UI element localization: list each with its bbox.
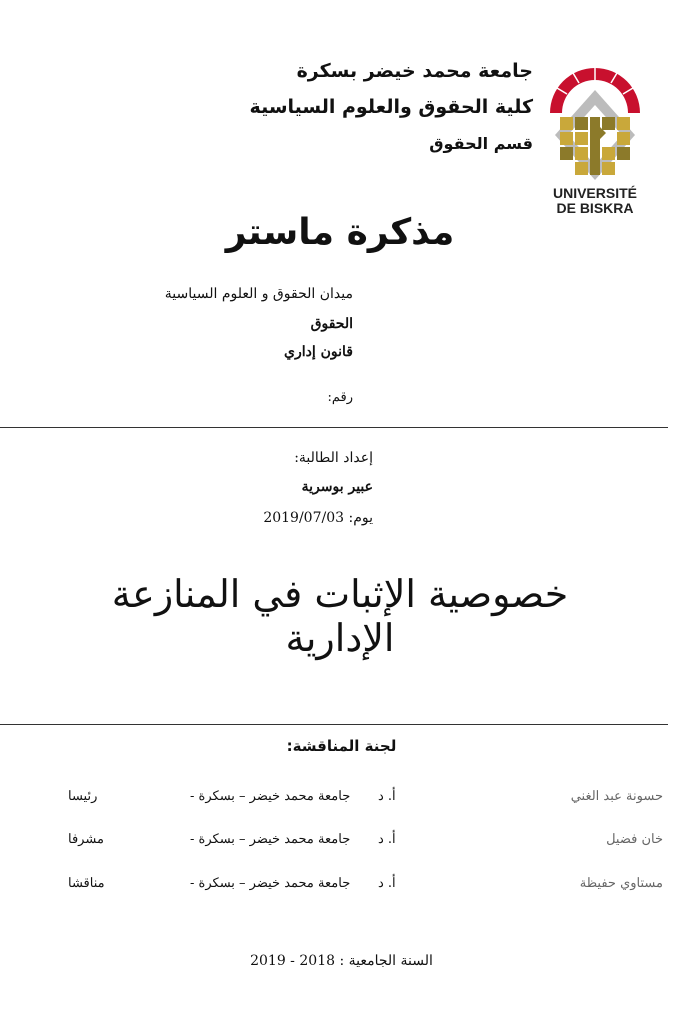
member-name: مستاوي حفيظة xyxy=(579,876,663,891)
specialty-label: الحقوق xyxy=(310,316,353,332)
student-name: عبير بوسرية xyxy=(301,479,373,495)
committee-member-row xyxy=(0,789,683,815)
member-university: جامعة محمد خيضر – بسكرة - xyxy=(190,876,351,891)
faculty-name: كلية الحقوق والعلوم السياسية xyxy=(249,96,533,118)
member-role: مناقشا xyxy=(68,876,105,891)
member-role: رئيسا xyxy=(68,789,98,804)
member-role: مشرفا xyxy=(68,832,104,847)
committee-title: لجنة المناقشة: xyxy=(286,737,397,755)
thesis-title: خصوصية الإثبات في المنازعة الإدارية xyxy=(111,572,569,660)
member-name: حسونة عبد الغني xyxy=(570,789,663,804)
date-label: يوم: xyxy=(348,510,373,526)
department-name: قسم الحقوق xyxy=(429,134,533,153)
university-name: جامعة محمد خيضر بسكرة xyxy=(296,60,533,82)
divider-top xyxy=(0,427,668,428)
svg-text:UNIVERSITÉ: UNIVERSITÉ xyxy=(552,185,638,201)
date-row xyxy=(263,510,373,526)
svg-text:DE BISKRA: DE BISKRA xyxy=(556,200,634,215)
committee-member-row xyxy=(0,876,683,902)
number-label: رقم: xyxy=(327,390,353,405)
committee-member-row xyxy=(0,832,683,858)
member-grade: أ. د xyxy=(378,832,396,847)
date-value: 2019/07/03 xyxy=(263,510,345,526)
memo-title: مذكرة ماستر xyxy=(225,212,455,253)
member-university: جامعة محمد خيضر – بسكرة - xyxy=(190,789,351,804)
field-label: ميدان الحقوق و العلوم السياسية xyxy=(164,286,353,302)
divider-bottom xyxy=(0,724,668,725)
subspecialty-label: قانون إداري xyxy=(284,344,353,360)
prepared-by-label: إعداد الطالبة: xyxy=(294,450,373,466)
member-grade: أ. د xyxy=(378,789,396,804)
member-name: خان فضيل xyxy=(606,832,663,847)
member-grade: أ. د xyxy=(378,876,396,891)
member-university: جامعة محمد خيضر – بسكرة - xyxy=(190,832,351,847)
academic-year: السنة الجامعية : 2018 - 2019 xyxy=(250,953,433,969)
university-logo xyxy=(540,55,650,215)
